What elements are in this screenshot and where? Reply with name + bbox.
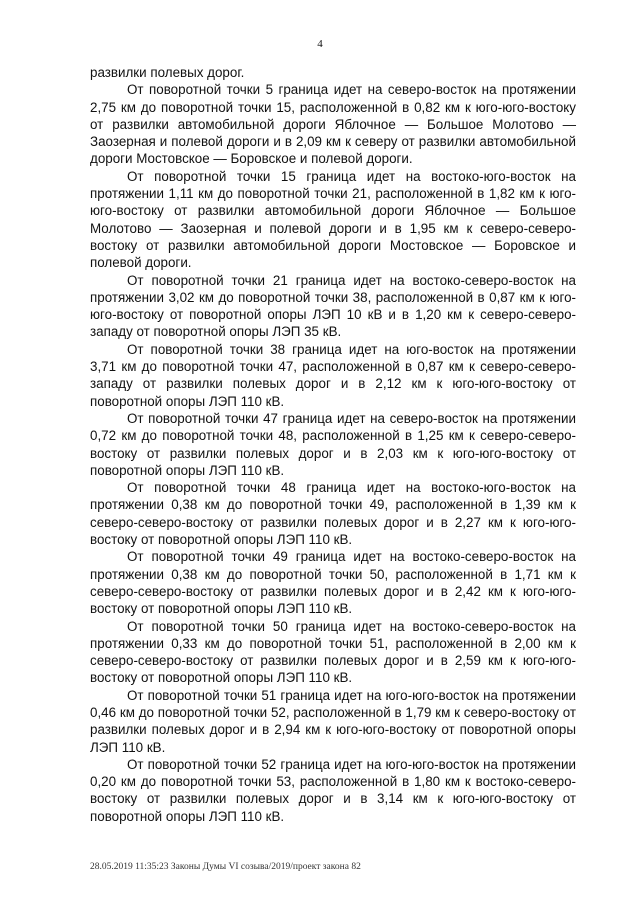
paragraph: От поворотной точки 51 граница идет на юго-юго-восток на протяжении 0,46 км до поворотной точки 52, расположенной в 1,79 км к северо-востоку от развилки полевых дорог и в 2,94 км к юго-юго-востоку от поворотной опоры ЛЭП 110 кВ.	[90, 687, 576, 755]
paragraph: От поворотной точки 21 граница идет на востоко-северо-восток на протяжении 3,02 км до поворотной точки 38, расположенной в 0,87 км к юго-юго-востоку от поворотной опоры ЛЭП 10 кВ и в 1,20 км к северо-северо-западу от поворотной опоры ЛЭП 35 кВ.	[90, 272, 576, 340]
paragraph: развилки полевых дорог.	[90, 65, 245, 80]
paragraph: От поворотной точки 5 граница идет на северо-восток на протяжении 2,75 км до поворотной точки 15, расположенной в 0,82 км к юго-юго-востоку от развилки автомобильной дороги Яблочное — Большое Молотово — Заозерная и полевой дороги и в 2,09 км к северу от развилки автомобильной дороги Мостовское — Боровское и полевой дороги.	[90, 82, 576, 167]
page-number: 4	[317, 38, 323, 50]
paragraph: От поворотной точки 47 граница идет на северо-восток на протяжении 0,72 км до поворотной точки 48, расположенной в 1,25 км к северо-северо-востоку от развилки полевых дорог и в 2,03 км к юго-юго-востоку от поворотной опоры ЛЭП 110 кВ.	[90, 410, 576, 478]
paragraph: От поворотной точки 52 граница идет на юго-юго-восток на протяжении 0,20 км до поворотной точки 53, расположенной в 1,80 км к востоко-северо-востоку от развилки полевых дорог и в 3,14 км к юго-юго-востоку от поворотной опоры ЛЭП 110 кВ.	[90, 756, 576, 824]
paragraph: От поворотной точки 15 граница идет на востоко-юго-восток на протяжении 1,11 км до поворотной точки 21, расположенной в 1,82 км к юго-юго-востоку от развилки автомобильной дороги Яблочное — Большое Молотово — Заозерная и полевой дороги и в 1,95 км к северо-северо-востоку от развилки автомобильной дороги Мостовское — Боровское и полевой дороги.	[90, 168, 576, 271]
document-footer: 28.05.2019 11:35:23 Законы Думы VI созыва/2019/проект закона 82	[90, 862, 361, 872]
document-body	[90, 64, 576, 825]
paragraph: От поворотной точки 48 граница идет на востоко-юго-восток на протяжении 0,38 км до поворотной точки 49, расположенной в 1,39 км к северо-северо-востоку от развилки полевых дорог и в 2,27 км к юго-юго-востоку от поворотной опоры ЛЭП 110 кВ.	[90, 480, 576, 548]
paragraph: От поворотной точки 38 граница идет на юго-восток на протяжении 3,71 км до поворотной точки 47, расположенной в 0,87 км к северо-северо-западу от развилки полевых дорог и в 2,12 км к юго-юго-востоку от поворотной опоры ЛЭП 110 кВ.	[90, 341, 576, 409]
paragraph: От поворотной точки 49 граница идет на востоко-северо-восток на протяжении 0,38 км до поворотной точки 50, расположенной в 1,71 км к северо-северо-востоку от развилки полевых дорог и в 2,42 км к юго-юго-востоку от поворотной опоры ЛЭП 110 кВ.	[90, 549, 576, 617]
paragraph: От поворотной точки 50 граница идет на востоко-северо-восток на протяжении 0,33 км до поворотной точки 51, расположенной в 2,00 км к северо-северо-востоку от развилки полевых дорог и в 2,59 км к юго-юго-востоку от поворотной опоры ЛЭП 110 кВ.	[90, 618, 576, 686]
